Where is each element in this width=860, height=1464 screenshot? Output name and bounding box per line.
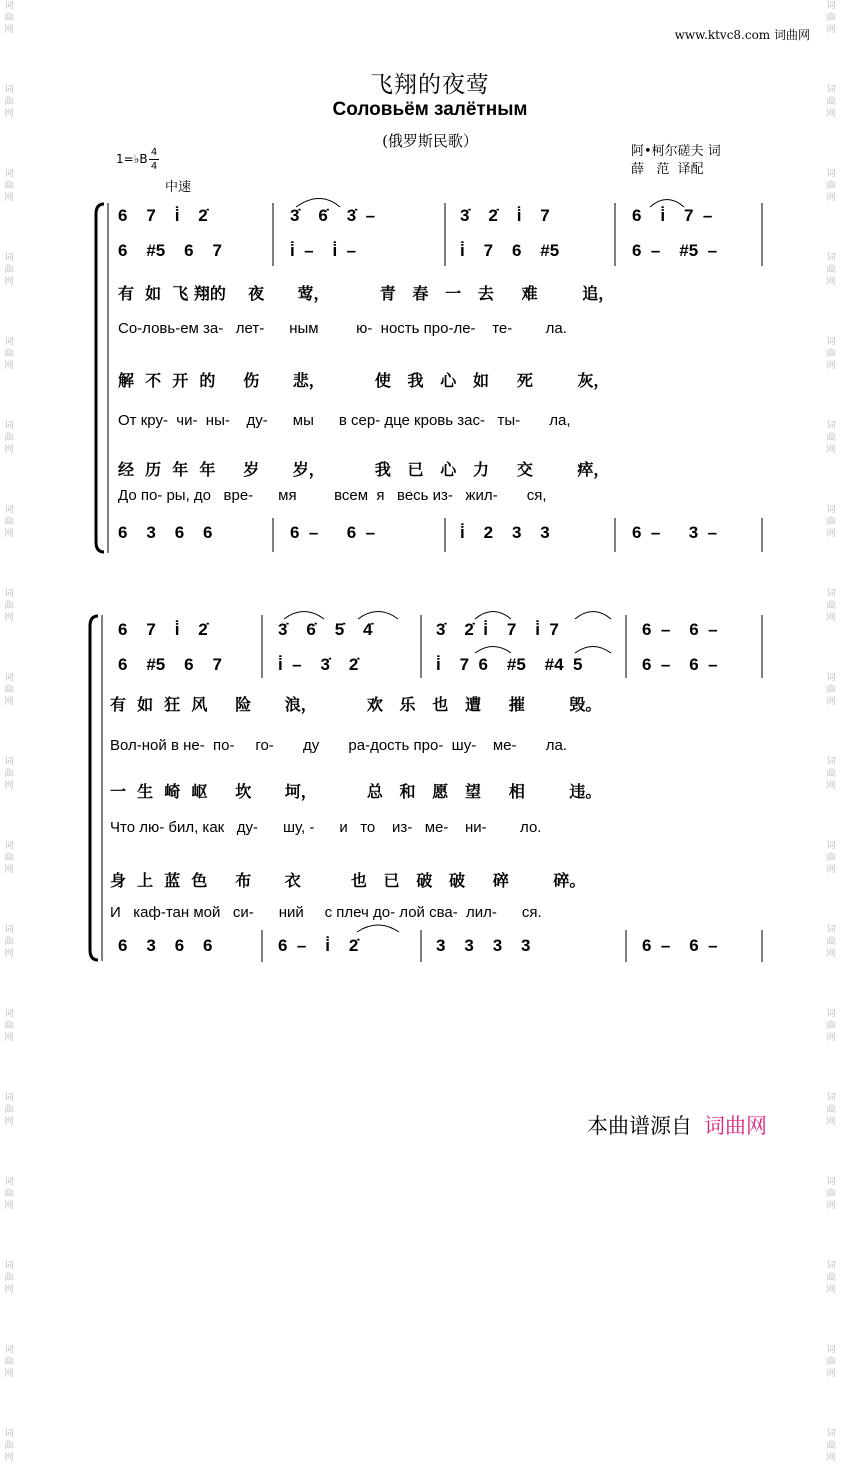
left-watermark: 词 曲 网 词 曲 网 词 曲 网 词 曲 网 词 曲 网 词 曲 网 词 曲 网 词 曲 网 词 曲 网 词 曲 网 词 曲 网 词 曲 网 词 曲 网 词 曲 网 词 曲 网 词 曲 网 词 曲 网 词 曲 网 xyxy=(4,1,14,1463)
system2-brace xyxy=(90,616,98,960)
system2-slur xyxy=(475,647,511,654)
note-bar: 6 #5 6 7 xyxy=(118,241,222,260)
lyric-line-chinese: 身 上 蓝 色 布 衣 也 已 破 破 碎 碎。 xyxy=(110,871,586,890)
note-bar: i̇ 2 3 3 xyxy=(460,523,550,542)
note-bar: 6 – 6 – xyxy=(642,620,718,639)
note-bar: i̇ – 3̇ 2̇ xyxy=(278,655,359,674)
lyric-line-russian: Вол-ной в не- по- го- ду ра-дость про- шу- ме- ла. xyxy=(110,737,567,754)
site-header[interactable]: www.ktvc8.com 词曲网 xyxy=(674,28,810,42)
lyric-line-russian: Что лю- бил, как ду- шу, - и то из- ме- ни- ло. xyxy=(110,819,542,836)
note-bar: 3 3 3 3 xyxy=(436,936,531,955)
song-title-chinese: 飞翔的夜莺 xyxy=(370,72,490,98)
lyric-line-russian: И каф-тан мой си- ний с плеч до- лой сва- лил- ся. xyxy=(110,904,542,921)
system2-slur xyxy=(575,612,611,620)
system1-brace xyxy=(96,204,104,552)
lyric-line-chinese: 有 如 狂 风 险 浪， 欢 乐 也 遭 摧 毁。 xyxy=(110,695,602,714)
arranger-credit: 薛 范 译配 xyxy=(631,162,704,177)
lyric-line-russian: До по- ры, до вре- мя всем я весь из- жил- ся, xyxy=(118,487,547,504)
footer-brand-link[interactable]: 词曲网 xyxy=(704,1114,767,1138)
lyric-line-chinese: 有 如 飞 翔的 夜 莺， 青 春 一 去 难 追， xyxy=(118,284,615,303)
note-bar: 6 3 6 6 xyxy=(118,523,213,542)
note-bar: 6 3 6 6 xyxy=(118,936,213,955)
meter-bottom: 4 xyxy=(150,161,158,172)
note-bar: 6 – 6 – xyxy=(642,655,718,674)
note-bar: 6 – 6 – xyxy=(642,936,718,955)
system2-slur xyxy=(475,612,511,620)
tempo-marking: 中速 xyxy=(165,180,192,195)
lyricist-credit: 阿•柯尔磋夫 词 xyxy=(631,144,721,159)
note-bar: 6 – 6 – xyxy=(290,523,376,542)
system2-slur xyxy=(575,647,611,654)
note-bar: 3̇ 6̇ 3̇ – xyxy=(290,206,376,225)
footer-source xyxy=(587,1110,767,1140)
system2-slur xyxy=(357,925,399,932)
note-bar: i̇ – i̇ – xyxy=(290,241,357,260)
note-bar: i̇ 7 6 #5 #4 5 xyxy=(436,655,583,674)
note-bar: 6 – #5 – xyxy=(632,241,718,260)
note-bar: 3̇ 2̇ i̇ 7 xyxy=(460,206,550,225)
note-bar: 6 – 3 – xyxy=(632,523,718,542)
note-bar: 6 i̇ 7 – xyxy=(632,206,713,225)
lyric-line-chinese: 经 历 年 年 岁 岁， 我 已 心 力 交 瘁， xyxy=(118,460,610,479)
key-signature: 1=♭B xyxy=(116,152,148,166)
lyric-line-chinese: 解 不 开 的 伤 悲， 使 我 心 如 死 灰， xyxy=(118,371,610,390)
system2-slur xyxy=(284,612,324,620)
note-bar: 3̇ 2̇ i̇ 7 i̇ 7 xyxy=(436,620,559,639)
meter-top: 4 xyxy=(150,147,158,158)
system2-slur xyxy=(358,612,398,620)
right-watermark: 词 曲 网 词 曲 网 词 曲 网 词 曲 网 词 曲 网 词 曲 网 词 曲 网 词 曲 网 词 曲 网 词 曲 网 词 曲 网 词 曲 网 词 曲 网 词 曲 网 词 曲 网 词 曲 网 词 曲 网 词 曲 网 xyxy=(826,1,836,1463)
lyric-line-russian: От кру- чи- ны- ду- мы в сер- дце кровь зас- ты- ла, xyxy=(118,412,571,429)
lyric-line-russian: Со-ловь-ем за- лет- ным ю- ность про-ле- те- ла. xyxy=(118,320,567,337)
note-bar: 6 7 i̇ 2̇ xyxy=(118,206,208,225)
note-bar: 3̇ 6̇ 5̇ 4̇ xyxy=(278,620,373,639)
footer-text: 本曲谱源自 xyxy=(587,1114,692,1138)
lyric-line-chinese: 一 生 崎 岖 坎 坷， 总 和 愿 望 相 违。 xyxy=(110,782,602,801)
note-bar: 6 7 i̇ 2̇ xyxy=(118,620,208,639)
note-bar: i̇ 7 6 #5 xyxy=(460,241,560,260)
note-bar: 6 – i̇ 2̇ xyxy=(278,936,359,955)
song-subtitle: (俄罗斯民歌） xyxy=(382,132,478,150)
song-title-russian: Соловьём залётным xyxy=(332,99,528,120)
note-bar: 6 #5 6 7 xyxy=(118,655,222,674)
